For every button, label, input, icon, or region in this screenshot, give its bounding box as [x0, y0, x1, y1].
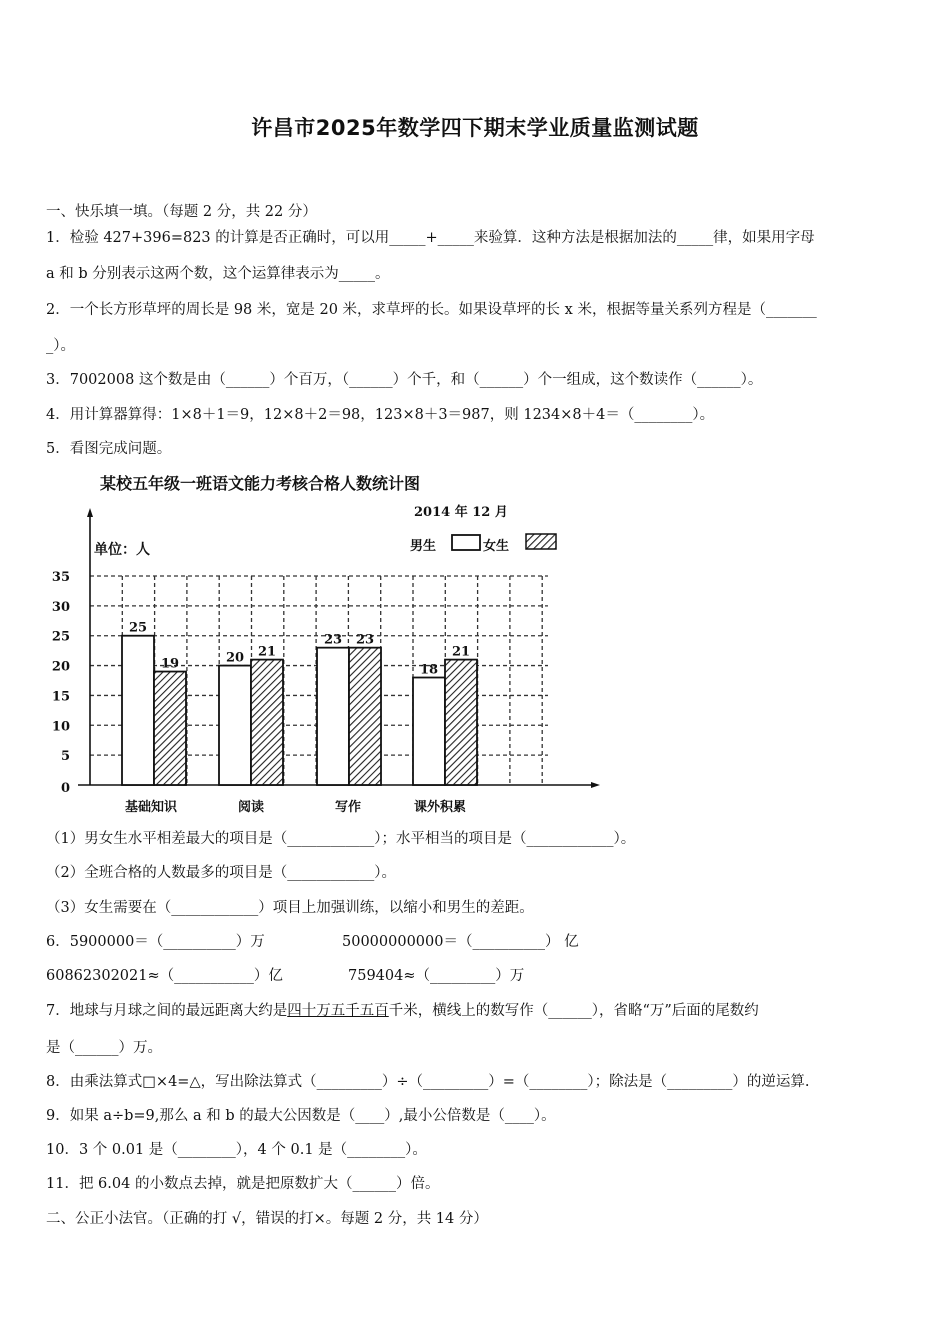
chart-subtitle: 2014 年 12 月 [414, 505, 508, 520]
bar-girls-2 [251, 660, 283, 785]
page-title: 许昌市2025年数学四下期末学业质量监测试题 [251, 116, 699, 140]
legend-label-boys: 男生 [410, 539, 437, 554]
question-7-underlined: 四十万五千五百 [287, 1003, 389, 1019]
legend-swatch-girls [526, 534, 556, 549]
chart-legend [410, 534, 556, 554]
y-tick-label: 25 [51, 629, 70, 645]
question-7-text-b: 千米，横线上的数写作（______），省略“万”后面的尾数约 [388, 1003, 759, 1019]
x-category-label: 写作 [334, 800, 362, 815]
x-category-label: 课外积累 [413, 800, 467, 815]
bar-boys-3 [317, 648, 349, 785]
question-6-b: 50000000000＝（__________） 亿 [342, 934, 579, 950]
question-5-1: （1）男女生水平相差最大的项目是（____________）；水平相当的项目是（____________）。 [46, 831, 636, 847]
bar-value-label: 21 [451, 644, 471, 660]
question-6-c: 60862302021≈（___________）亿 [46, 968, 283, 984]
x-category-label: 阅读 [237, 800, 265, 815]
bar-girls-3 [349, 648, 381, 785]
chart-unit-label: 单位：人 [94, 542, 150, 558]
y-tick-label: 35 [51, 570, 70, 585]
y-axis-arrow [87, 508, 93, 517]
y-tick-label: 20 [51, 659, 70, 675]
y-tick-label: 10 [51, 719, 70, 735]
bar-boys-4 [413, 678, 445, 785]
question-7-line1 [46, 1001, 759, 1021]
bar-boys-2 [219, 666, 251, 785]
bar-value-label: 19 [160, 656, 180, 672]
question-1-line1: 1．检验 427+396=823 的计算是否正确时，可以用_____+_____来验算．这种方法是根据加法的_____律，如果用字母 [46, 230, 815, 246]
question-5: 5．看图完成问题。 [46, 441, 172, 457]
question-5-2: （2）全班合格的人数最多的项目是（____________）。 [46, 865, 396, 881]
question-5-3: （3）女生需要在（____________）项目上加强训练，以缩小和男生的差距。 [46, 900, 534, 916]
x-category-labels [125, 799, 466, 815]
bar-value-label: 23 [323, 632, 343, 648]
bar-boys-1 [122, 636, 154, 785]
bar-girls-4 [445, 660, 477, 785]
x-category-label: 基础知识 [124, 800, 178, 815]
y-tick-label: 5 [60, 749, 70, 765]
question-6-a: 6．5900000＝（__________）万 [46, 934, 265, 950]
chart-bars [122, 621, 477, 785]
question-9: 9．如果 a÷b=9,那么 a 和 b 的最大公因数是（____）,最小公倍数是（____）。 [46, 1108, 556, 1124]
question-7-text-a: 7．地球与月球之间的最远距离大约是 [46, 1003, 288, 1019]
bar-value-label: 20 [225, 650, 245, 666]
bar-value-label: 18 [419, 662, 439, 678]
legend-label-girls: 女生 [483, 539, 510, 554]
question-2-line2: _）。 [46, 338, 75, 354]
bar-chart [48, 468, 628, 824]
bar-value-label: 21 [257, 644, 277, 660]
legend-swatch-boys [452, 535, 480, 550]
bar-value-label: 25 [128, 620, 148, 636]
question-7-line2: 是（______）万。 [46, 1040, 162, 1056]
question-3: 3．7002008 这个数是由（______）个百万，（______）个千，和（______）个一组成，这个数读作（______）。 [46, 372, 763, 388]
question-6-d: 759404≈（_________）万 [348, 968, 525, 984]
question-8: 8．由乘法算式□×4=△，写出除法算式（_________）÷（_________）=（________）；除法是（_________）的逆运算. [46, 1074, 810, 1090]
y-tick-label: 0 [60, 781, 70, 796]
question-2-line1: 2．一个长方形草坪的周长是 98 米，宽是 20 米，求草坪的长。如果设草坪的长 x 米，根据等量关系列方程是（_______ [46, 302, 817, 318]
x-axis-arrow [591, 782, 600, 788]
section2-heading: 二、公正小法官。（正确的打 √，错误的打×。每题 2 分，共 14 分） [46, 1211, 488, 1227]
chart-title: 某校五年级一班语文能力考核合格人数统计图 [100, 474, 421, 493]
bar-value-label: 23 [355, 632, 375, 648]
question-4: 4．用计算器算得：1×8＋1＝9，12×8＋2＝98，123×8＋3＝987，则 1234×8＋4＝（________）。 [46, 407, 715, 423]
y-tick-labels [52, 570, 70, 796]
question-1-line2: a 和 b 分别表示这两个数，这个运算律表示为_____。 [46, 266, 390, 282]
section1-heading: 一、快乐填一填。（每题 2 分，共 22 分） [46, 204, 317, 220]
y-tick-label: 30 [51, 599, 70, 615]
question-11: 11．把 6.04 的小数点去掉，就是把原数扩大（______）倍。 [46, 1176, 440, 1192]
y-tick-label: 15 [51, 689, 70, 705]
question-10: 10．3 个 0.01 是（________），4 个 0.1 是（________）。 [46, 1142, 427, 1158]
bar-girls-1 [154, 672, 186, 785]
